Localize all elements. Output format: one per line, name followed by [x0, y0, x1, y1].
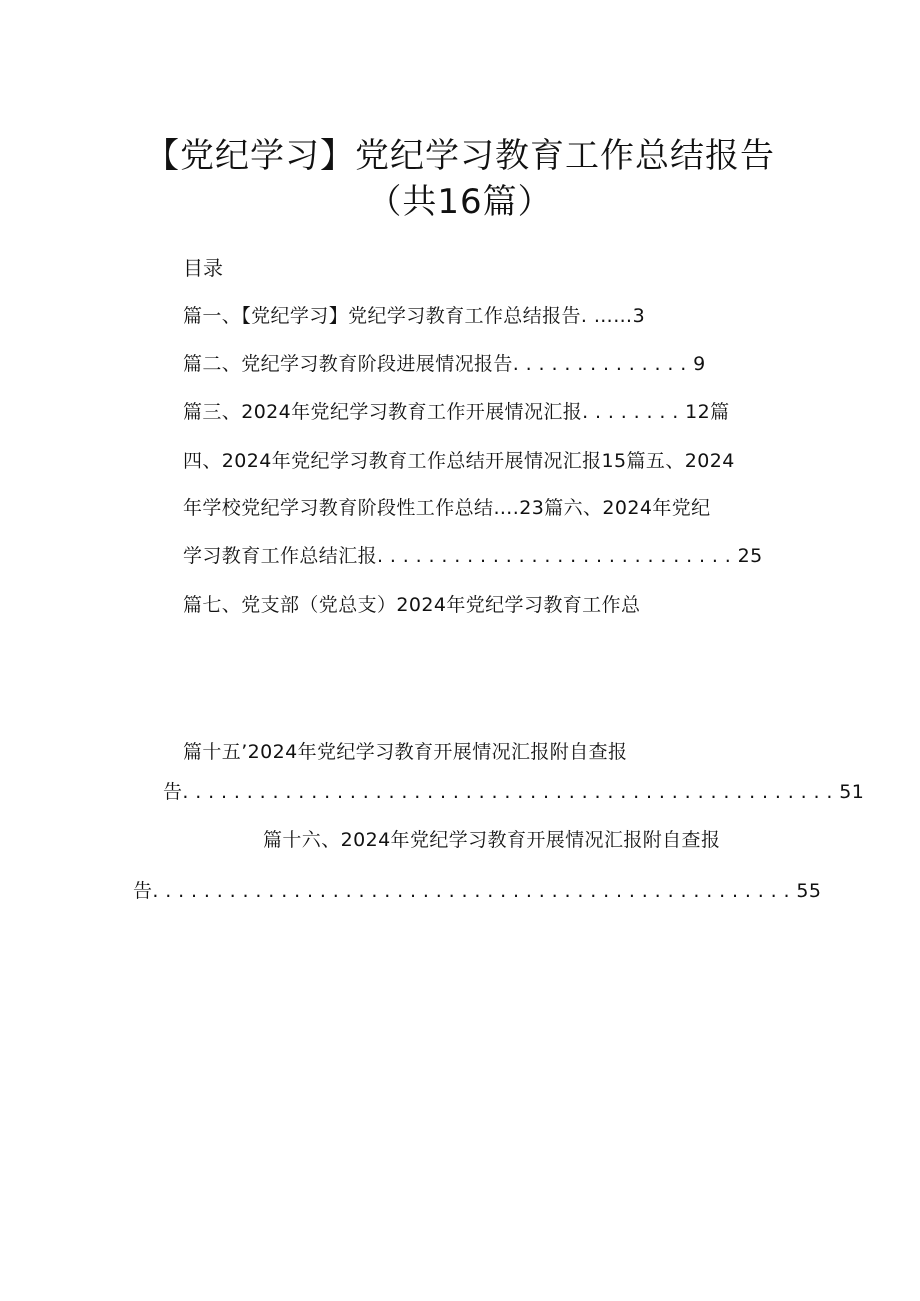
document-title-line-1: 【党纪学习】党纪学习教育工作总结报告 — [145, 136, 775, 176]
toc-line: 篇十六、2024年党纪学习教育开展情况汇报附自查报 — [263, 829, 721, 851]
toc-line: 学习教育工作总结汇报. . . . . . . . . . . . . . . . . . . . . . . . . . . . 25 — [183, 545, 763, 567]
toc-heading: 目录 — [183, 256, 223, 280]
toc-line: 年学校党纪学习教育阶段性工作总结….23篇六、2024年党纪 — [183, 497, 711, 519]
toc-line: 四、2024年党纪学习教育工作总结开展情况汇报15篇五、2024 — [183, 450, 735, 472]
document-title-line-2: （共16篇） — [367, 182, 553, 222]
toc-line: 篇一、【党纪学习】党纪学习教育工作总结报告. ……3 — [183, 305, 646, 327]
toc-line: 告. . . . . . . . . . . . . . . . . . . . . . . . . . . . . . . . . . . . . . . . . . . . . . . . . . . 51 — [163, 781, 865, 803]
toc-line: 篇七、党支部（党总支）2024年党纪学习教育工作总 — [183, 594, 641, 616]
toc-line: 篇二、党纪学习教育阶段进展情况报告. . . . . . . . . . . . . . 9 — [183, 353, 706, 375]
toc-line: 告. . . . . . . . . . . . . . . . . . . . . . . . . . . . . . . . . . . . . . . . . . . . . . . . . . 55 — [133, 880, 822, 902]
toc-line: 篇十五’2024年党纪学习教育开展情况汇报附自查报 — [183, 741, 628, 763]
toc-line: 篇三、2024年党纪学习教育工作开展情况汇报. . . . . . . . 12篇 — [183, 401, 730, 423]
